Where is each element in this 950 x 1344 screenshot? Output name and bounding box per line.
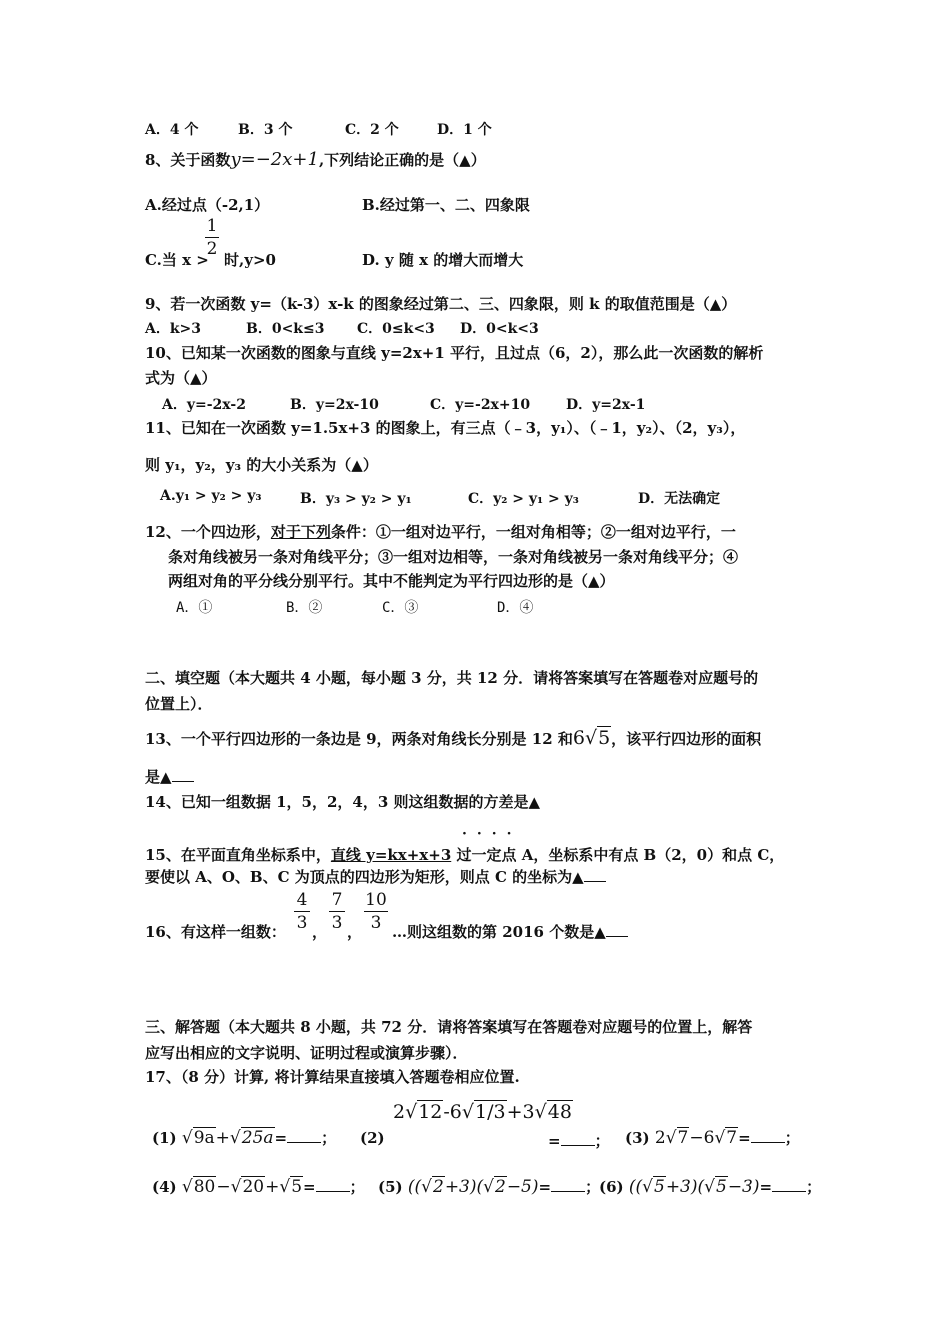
q17-part3-eq: = <box>738 1129 751 1147</box>
q17-part3 <box>625 1128 800 1148</box>
q17-stem: 17、（8 分）计算, 将计算结果直接填入答题卷相应位置. <box>145 1068 520 1086</box>
q10-line2: 式为（▲） <box>145 369 217 387</box>
q9-option-b: B．0<k≤3 <box>246 321 325 337</box>
q16-fraction-1-num: 4 <box>296 890 308 910</box>
q17-part2-label: (2) <box>360 1129 385 1147</box>
q17-part4-label: (4) <box>152 1178 177 1196</box>
q17-part4 <box>152 1177 365 1197</box>
q16-suffix: …则这组数的第 2016 个数是▲ <box>392 923 606 941</box>
q17-part4-plus: + <box>265 1177 280 1197</box>
q17-part4-minus: − <box>216 1177 231 1197</box>
q17-part4-tail: ； <box>349 1178 365 1196</box>
section2-line1: 二、填空题（本大题共 4 小题，每小题 3 分，共 12 分．请将答案填写在答题卷对应题号的 <box>145 669 759 687</box>
q11-option-d: D．无法确定 <box>638 491 721 507</box>
q11-line1: 11、已知在一次函数 y=1.5x+3 的图象上，有三点（﹣3，y₁）、（﹣1，y₂）、（2，y₃）， <box>145 419 746 437</box>
q17-part2-eq: = <box>548 1132 561 1150</box>
q17-part4-expr: √80−√20+√5 <box>181 1177 303 1197</box>
q8-fraction-denominator: 2 <box>206 239 218 259</box>
q17-part2-expr <box>393 1102 573 1123</box>
q17-part4-rad2: 20 <box>242 1177 265 1197</box>
q17-part6-expr: ((√5+3)(√5−3) <box>628 1177 760 1197</box>
q7-option-d: D．1 个 <box>437 122 492 138</box>
q13-radical: 6√5 <box>572 727 611 749</box>
q16-fraction-3-den: 3 <box>370 913 382 933</box>
q12-option-c: C．③ <box>382 600 419 616</box>
q17-part4-eq: = <box>303 1178 316 1196</box>
q7-option-c: C．2 个 <box>345 122 399 138</box>
q8-option-d: D. y 随 x 的增大而增大 <box>362 251 524 269</box>
q8-formula: y=−2x+1 <box>230 149 319 170</box>
q17-part1-eq: = <box>274 1129 288 1147</box>
q17-part6-mid: +3)( <box>665 1177 705 1197</box>
q17-part5-rad2: 2 <box>494 1177 506 1197</box>
q16-fraction-1 <box>294 890 310 933</box>
q16-fraction-2-den: 3 <box>331 913 343 933</box>
q7-option-b: B．3 个 <box>238 122 293 138</box>
q17-part2-minus: -6 <box>443 1101 462 1123</box>
q16-answer-blank <box>606 922 628 937</box>
q9-option-c: C．0≤k<3 <box>357 321 435 337</box>
q17-part3-rad2: 7 <box>726 1128 738 1148</box>
q15-text-end: 过一定点 A，坐标系中有点 B（2，0）和点 C， <box>451 846 785 864</box>
q17-part2-math: 2√12-6√1/3+3√48 <box>393 1101 572 1123</box>
q15-answer-blank <box>584 867 606 882</box>
q9-option-d: D．0<k<3 <box>460 321 539 337</box>
q16-fraction-2 <box>329 890 345 933</box>
q17-part2-tail: ； <box>594 1132 610 1150</box>
q17-part2-rad3: 48 <box>547 1101 572 1123</box>
q7-option-a: A．4 个 <box>145 122 199 138</box>
q17-part5-rad1: 2 <box>432 1177 444 1197</box>
q17-part3-tail: ； <box>784 1129 800 1147</box>
q12-option-a: A．① <box>176 600 213 616</box>
q12-option-b: B．② <box>286 600 323 616</box>
q10-option-d: D．y=2x-1 <box>566 397 646 413</box>
q17-part2-answer <box>548 1131 610 1151</box>
q17-part5 <box>378 1177 600 1197</box>
q13-answer-prompt: 是▲ <box>145 768 172 786</box>
q17-part6 <box>599 1177 821 1197</box>
q13-radical-arg: 5 <box>598 727 611 749</box>
q15-line2 <box>145 867 606 887</box>
q17-part1 <box>152 1128 336 1148</box>
q10-option-b: B．y=2x-10 <box>290 397 379 413</box>
q8-fraction-numerator: 1 <box>206 216 218 236</box>
q17-part6-blank <box>772 1177 806 1192</box>
q17-part1-label: (1) <box>152 1129 177 1147</box>
section3-line2: 应写出相应的文字说明、证明过程或演算步骤）． <box>145 1044 468 1062</box>
q16-sep-1: ， <box>312 923 328 941</box>
q17-part5-open: (( <box>407 1177 422 1197</box>
q13-answer-blank <box>172 767 194 782</box>
q17-part6-rad2: 5 <box>715 1177 727 1197</box>
q17-part3-blank <box>751 1128 785 1143</box>
q17-part3-c1: 2 <box>654 1128 666 1148</box>
q16-fraction-2-num: 7 <box>331 890 343 910</box>
q16-sep-2: ， <box>347 923 363 941</box>
q12-line2: 条对角线被另一条对角线平分；③一组对边相等，一条对角线被另一条对角线平分；④ <box>168 548 739 566</box>
q17-part1-rad1: 9a <box>193 1128 215 1148</box>
q11-option-a: A.y₁ > y₂ > y₃ <box>160 488 262 504</box>
q17-part2-plus: +3 <box>506 1101 535 1123</box>
q8-option-b: B.经过第一、二、四象限 <box>362 196 530 214</box>
q15-line1 <box>145 845 784 865</box>
q9-option-a: A．k>3 <box>145 321 202 337</box>
q17-part1-blank <box>287 1128 321 1143</box>
q17-part1-expr: √9a+√25a <box>181 1128 274 1148</box>
q17-part6-eq: = <box>759 1178 773 1196</box>
q8-option-c-prefix: C.当 x > <box>145 251 209 269</box>
q8-option-c-suffix: 时,y>0 <box>224 251 276 269</box>
q17-part5-end: −5) <box>506 1177 539 1197</box>
q14-text: 14、已知一组数据 1，5，2，4，3 则这组数据的方差是▲ <box>145 793 541 811</box>
q16-suffix-line <box>392 922 628 942</box>
q17-part3-rad1: 7 <box>677 1128 689 1148</box>
q17-part4-blank <box>316 1177 350 1192</box>
q16-fraction-3 <box>364 890 388 933</box>
q17-part2-frac-rad: 1/3 <box>475 1101 506 1123</box>
q12-underlined-text: 对于下列 <box>270 523 331 541</box>
q15-text-start: 15、在平面直角坐标系中， <box>145 846 331 864</box>
q15-answer-prompt: 要使以 A、O、B、C 为顶点的四边形为矩形，则点 C 的坐标为▲ <box>145 868 584 886</box>
q17-part5-blank <box>551 1177 585 1192</box>
q8-suffix: ,下列结论正确的是（▲） <box>318 151 486 169</box>
q11-option-b: B．y₃ > y₂ > y₁ <box>300 491 412 507</box>
q16-fraction-1-den: 3 <box>296 913 308 933</box>
section2-line2: 位置上）． <box>145 695 213 713</box>
q17-part1-rad2: 25a <box>241 1128 274 1148</box>
q8-prefix: 8、关于函数 <box>145 151 231 169</box>
q10-option-a: A．y=-2x-2 <box>162 397 246 413</box>
q13-line2 <box>145 767 194 787</box>
q12-line3: 两组对角的平分线分别平行。其中不能判定为平行四边形的是（▲） <box>168 572 615 590</box>
section3-line1: 三、解答题（本大题共 8 小题，共 72 分．请将答案填写在答题卷对应题号的位置上，解答 <box>145 1018 753 1036</box>
q10-line1: 10、已知某一次函数的图象与直线 y=2x+1 平行，且过点（6，2），那么此一次函数的解析 <box>145 344 764 362</box>
q12-line1-start: 12、一个四边形， <box>145 523 271 541</box>
q16-prefix: 16、有这样一组数： <box>145 923 286 941</box>
q17-part5-label: (5) <box>378 1178 403 1196</box>
q13-line1 <box>145 728 761 749</box>
q11-line2: 则 y₁，y₂，y₃ 的大小关系为（▲） <box>145 456 378 474</box>
q17-part3-minus: −6 <box>689 1128 715 1148</box>
q16-fraction-3-num: 10 <box>365 890 387 910</box>
q17-part3-expr: 2√7−6√7 <box>654 1128 738 1148</box>
q13-text-end: ，该平行四边形的面积 <box>611 730 762 748</box>
q17-part2-frac-den: 3 <box>493 1101 506 1123</box>
q17-part2-c1: 2 <box>393 1101 406 1123</box>
q17-part1-tail: ； <box>321 1129 337 1147</box>
q15-underlined-line: 直线 y=kx+x+3 <box>330 846 452 864</box>
q8-option-c-fraction <box>205 216 219 259</box>
q17-part1-plus: + <box>215 1128 230 1148</box>
q17-part2-rad1: 12 <box>418 1101 443 1123</box>
q17-part3-label: (3) <box>625 1129 650 1147</box>
q17-part6-end: −3) <box>727 1177 760 1197</box>
q17-part2-blank <box>561 1131 595 1146</box>
q12-line1-end: 条件：①一组对边平行，一组对角相等；②一组对边平行，一 <box>330 523 736 541</box>
q17-part2-frac-num: 1 <box>475 1101 488 1123</box>
q17-part5-tail: ； <box>585 1178 601 1196</box>
q12-option-d: D．④ <box>497 600 534 616</box>
q11-option-c: C．y₂ > y₁ > y₃ <box>468 491 579 507</box>
q17-part5-eq: = <box>538 1178 552 1196</box>
q8-option-a: A.经过点（-2,1） <box>145 196 270 214</box>
q17-part4-rad1: 80 <box>193 1177 216 1197</box>
q13-text-start: 13、一个平行四边形的一条边是 9，两条对角线长分别是 12 和 <box>145 730 573 748</box>
q17-part5-mid: +3)( <box>444 1177 484 1197</box>
q17-part4-rad3: 5 <box>291 1177 303 1197</box>
q15-emphasis-dots: ···· <box>462 826 522 842</box>
q17-part5-expr: ((√2+3)(√2−5) <box>407 1177 539 1197</box>
q10-option-c: C．y=-2x+10 <box>430 397 531 413</box>
q9-stem: 9、若一次函数 y=（k-3）x-k 的图象经过第二、三、四象限，则 k 的取值范围是（▲） <box>145 295 737 313</box>
q17-part6-open: (( <box>628 1177 643 1197</box>
q8-stem <box>145 150 486 170</box>
q13-radical-coef: 6 <box>572 727 585 749</box>
q17-part6-tail: ； <box>806 1178 822 1196</box>
q17-part6-rad1: 5 <box>653 1177 665 1197</box>
q17-part6-label: (6) <box>599 1178 624 1196</box>
q12-line1 <box>145 522 736 542</box>
